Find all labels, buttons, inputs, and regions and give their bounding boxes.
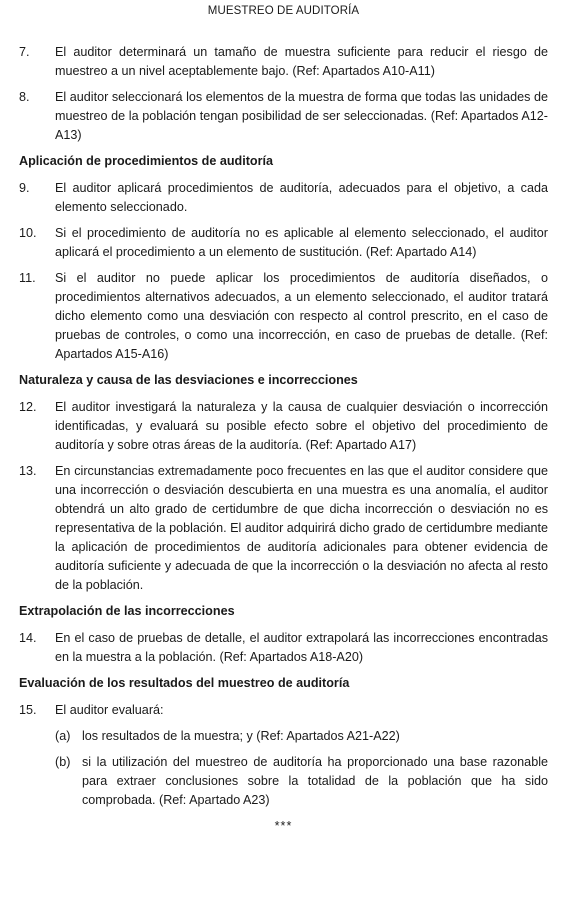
paragraph-14: [19, 629, 548, 667]
subparagraph-letter: (b): [55, 755, 71, 769]
subparagraph-text: si la utilización del muestreo de auditoría ha proporcionado una base razonable para extraer conclusiones sobre la totalidad de la población que ha sido comprobada. (Ref: Apartado A23): [82, 755, 548, 807]
paragraph-number: 7.: [19, 45, 30, 59]
document-body: [19, 43, 548, 836]
paragraph-text: Si el procedimiento de auditoría no es aplicable al elemento seleccionado, el auditor aplicará el procedimiento a un elemento de sustitución. (Ref: Apartado A14): [55, 226, 548, 259]
paragraph-text: El auditor aplicará procedimientos de auditoría, adecuados para el objetivo, a cada elemento seleccionado.: [55, 181, 548, 214]
paragraph-number: 11.: [19, 271, 36, 285]
section-heading-naturaleza: Naturaleza y causa de las desviaciones e incorrecciones: [19, 373, 358, 387]
subparagraph-letter: (a): [55, 729, 71, 743]
paragraph-text: El auditor determinará un tamaño de muestra suficiente para reducir el riesgo de muestreo a un nivel aceptablemente bajo. (Ref: Apartados A10-A11): [55, 45, 548, 78]
paragraph-text: En el caso de pruebas de detalle, el auditor extrapolará las incorrecciones encontradas en la muestra a la población. (Ref: Apartados A18-A20): [55, 631, 548, 664]
section-separator: ***: [274, 819, 293, 833]
paragraph-text: Si el auditor no puede aplicar los procedimientos de auditoría diseñados, o procedimientos alternativos adecuados, a un elemento seleccionado, el auditor tratará dicho elemento como una desviación con respecto al control prescrito, en el caso de pruebas de controles, o como una incorrección, en caso de pruebas de detalle. (Ref: Apartados A15-A16): [55, 271, 548, 361]
subparagraph-a: [55, 727, 548, 746]
paragraph-text: En circunstancias extremadamente poco frecuentes en las que el auditor considere que una incorrección o desviación descubierta en una muestra es una anomalía, el auditor obtendrá un alto grado de certidumbre de que dicha incorrección o desviación no es representativa de la población. El auditor adquirirá dicho grado de certidumbre mediante la aplicación de procedimientos de auditoría adicionales para obtener evidencia de auditoría suficiente y adecuada de que la incorrección o la desviación no afecta al resto de la población.: [55, 464, 548, 592]
paragraph-7: [19, 43, 548, 81]
paragraph-number: 13.: [19, 464, 37, 478]
paragraph-8: [19, 88, 548, 145]
paragraph-15: [19, 701, 548, 720]
paragraph-text: El auditor seleccionará los elementos de la muestra de forma que todas las unidades de muestreo de la población tengan posibilidad de ser seleccionadas. (Ref: Apartados A12-A13): [55, 90, 548, 142]
paragraph-text: El auditor evaluará:: [55, 703, 164, 717]
subparagraph-b: [55, 753, 548, 810]
page-header-title: MUESTREO DE AUDITORÍA: [207, 5, 360, 17]
paragraph-number: 14.: [19, 631, 37, 645]
paragraph-number: 8.: [19, 90, 30, 104]
paragraph-10: [19, 224, 548, 262]
paragraph-9: [19, 179, 548, 217]
paragraph-text: El auditor investigará la naturaleza y la causa de cualquier desviación o incorrección identificadas, y evaluará su posible efecto sobre el objetivo del procedimiento de auditoría y sobre otras áreas de la auditoría. (Ref: Apartado A17): [55, 400, 548, 452]
paragraph-number: 9.: [19, 181, 30, 195]
section-heading-evaluacion: Evaluación de los resultados del muestreo de auditoría: [19, 676, 350, 690]
paragraph-11: [19, 269, 548, 364]
paragraph-number: 10.: [19, 226, 37, 240]
paragraph-13: [19, 462, 548, 595]
paragraph-number: 12.: [19, 400, 37, 414]
section-heading-aplicacion: Aplicación de procedimientos de auditoría: [19, 154, 274, 168]
paragraph-12: [19, 398, 548, 455]
section-heading-extrapolacion: Extrapolación de las incorrecciones: [19, 604, 235, 618]
paragraph-number: 15.: [19, 703, 37, 717]
subparagraph-text: los resultados de la muestra; y (Ref: Apartados A21-A22): [82, 729, 400, 743]
